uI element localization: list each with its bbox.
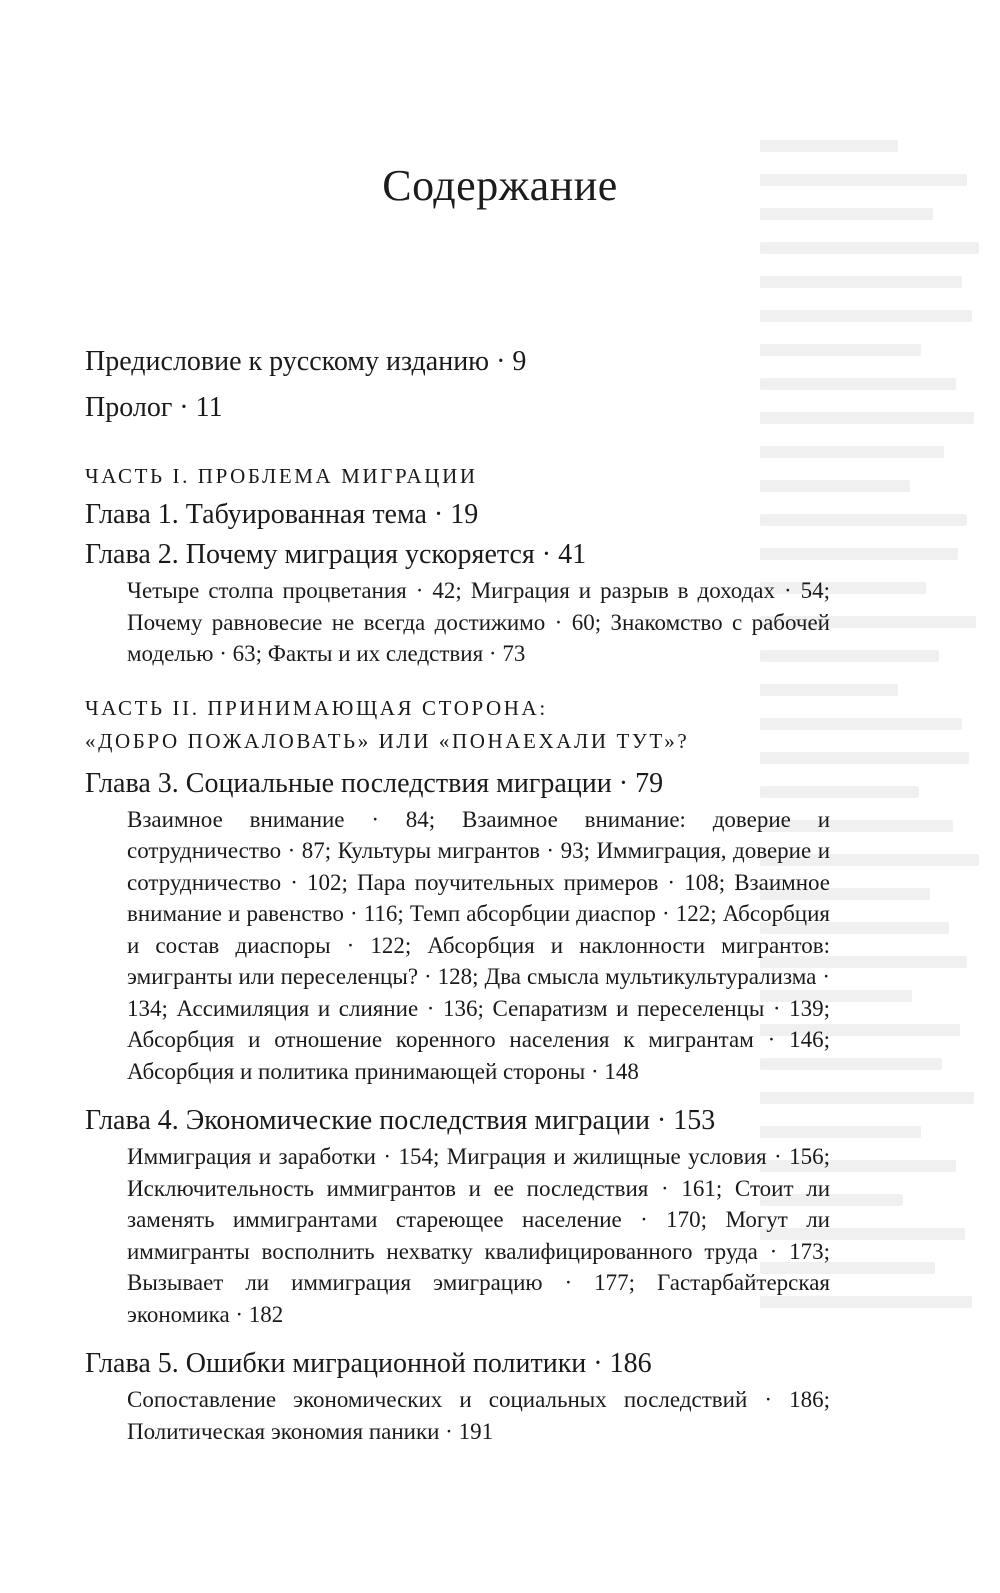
toc-chapter-5: Глава 5. Ошибки миграционной политики · 186 (85, 1348, 652, 1379)
toc-part-2 (85, 692, 830, 1448)
toc-chapter-4: Глава 4. Экономические последствия миграции · 153 (85, 1105, 716, 1136)
toc-entry-preface: Предисловие к русскому изданию · 9 (85, 346, 527, 377)
toc-chapter-1: Глава 1. Табуированная тема · 19 (85, 499, 479, 530)
toc-entry-prologue: Пролог · 11 (85, 392, 223, 423)
part-heading-line-2: «ДОБРО ПОЖАЛОВАТЬ» ИЛИ «ПОНАЕХАЛИ ТУТ»? (85, 728, 690, 753)
toc-chapter-3: Глава 3. Социальные последствия миграции · 79 (85, 767, 664, 799)
table-of-contents (85, 340, 830, 1447)
page-title: Содержание (382, 161, 618, 210)
toc-chapter-2: Глава 2. Почему миграция ускоряется · 41 (85, 539, 587, 570)
part-heading-line-1: ЧАСТЬ II. ПРИНИМАЮЩАЯ СТОРОНА: (85, 695, 548, 720)
toc-part-1 (85, 460, 830, 670)
chapter-4-subsections: Иммиграция и заработки · 154; Миграция и жилищные условия · 156; Исключительность иммигрантов и ее последствия · 161; Стоит ли заменять иммигрантами стареющее население · 170; Могут ли иммигранты восполнить нехватку квалифицированного труда · 173; Вызывает ли иммиграция эмиграцию · 177; Гастарбайтерская экономика · 182 (127, 1144, 830, 1327)
chapter-3-subsections: Взаимное внимание · 84; Взаимное внимание: доверие и сотрудничество · 87; Культуры мигрантов · 93; Иммиграция, доверие и сотрудничество · 102; Пара поучительных примеров · 108; Взаимное внимание и равенство · 116; Темп абсорбции диаспор · 122; Абсорбция и состав диаспоры · 122; Абсорбция и наклонности мигрантов: эмигранты или переселенцы? · 128; Два смысла мультикультурализма · 134; Ассимиляция и слияние · 136; Сепаратизм и переселенцы · 139; Абсорбция и отношение коренного населения к мигрантам · 146; Абсорбция и политика принимающей стороны · 148 (127, 806, 830, 1084)
chapter-2-subsections: Четыре столпа процветания · 42; Миграция и разрыв в доходах · 54; Почему равновесие не всегда достижимо · 60; Знакомство с рабочей моделью · 63; Факты и их следствия · 73 (127, 578, 830, 666)
part-heading: ЧАСТЬ I. ПРОБЛЕМА МИГРАЦИИ (85, 464, 478, 488)
chapter-5-subsections: Сопоставление экономических и социальных последствий · 186; Политическая экономия паники · 191 (127, 1387, 830, 1444)
